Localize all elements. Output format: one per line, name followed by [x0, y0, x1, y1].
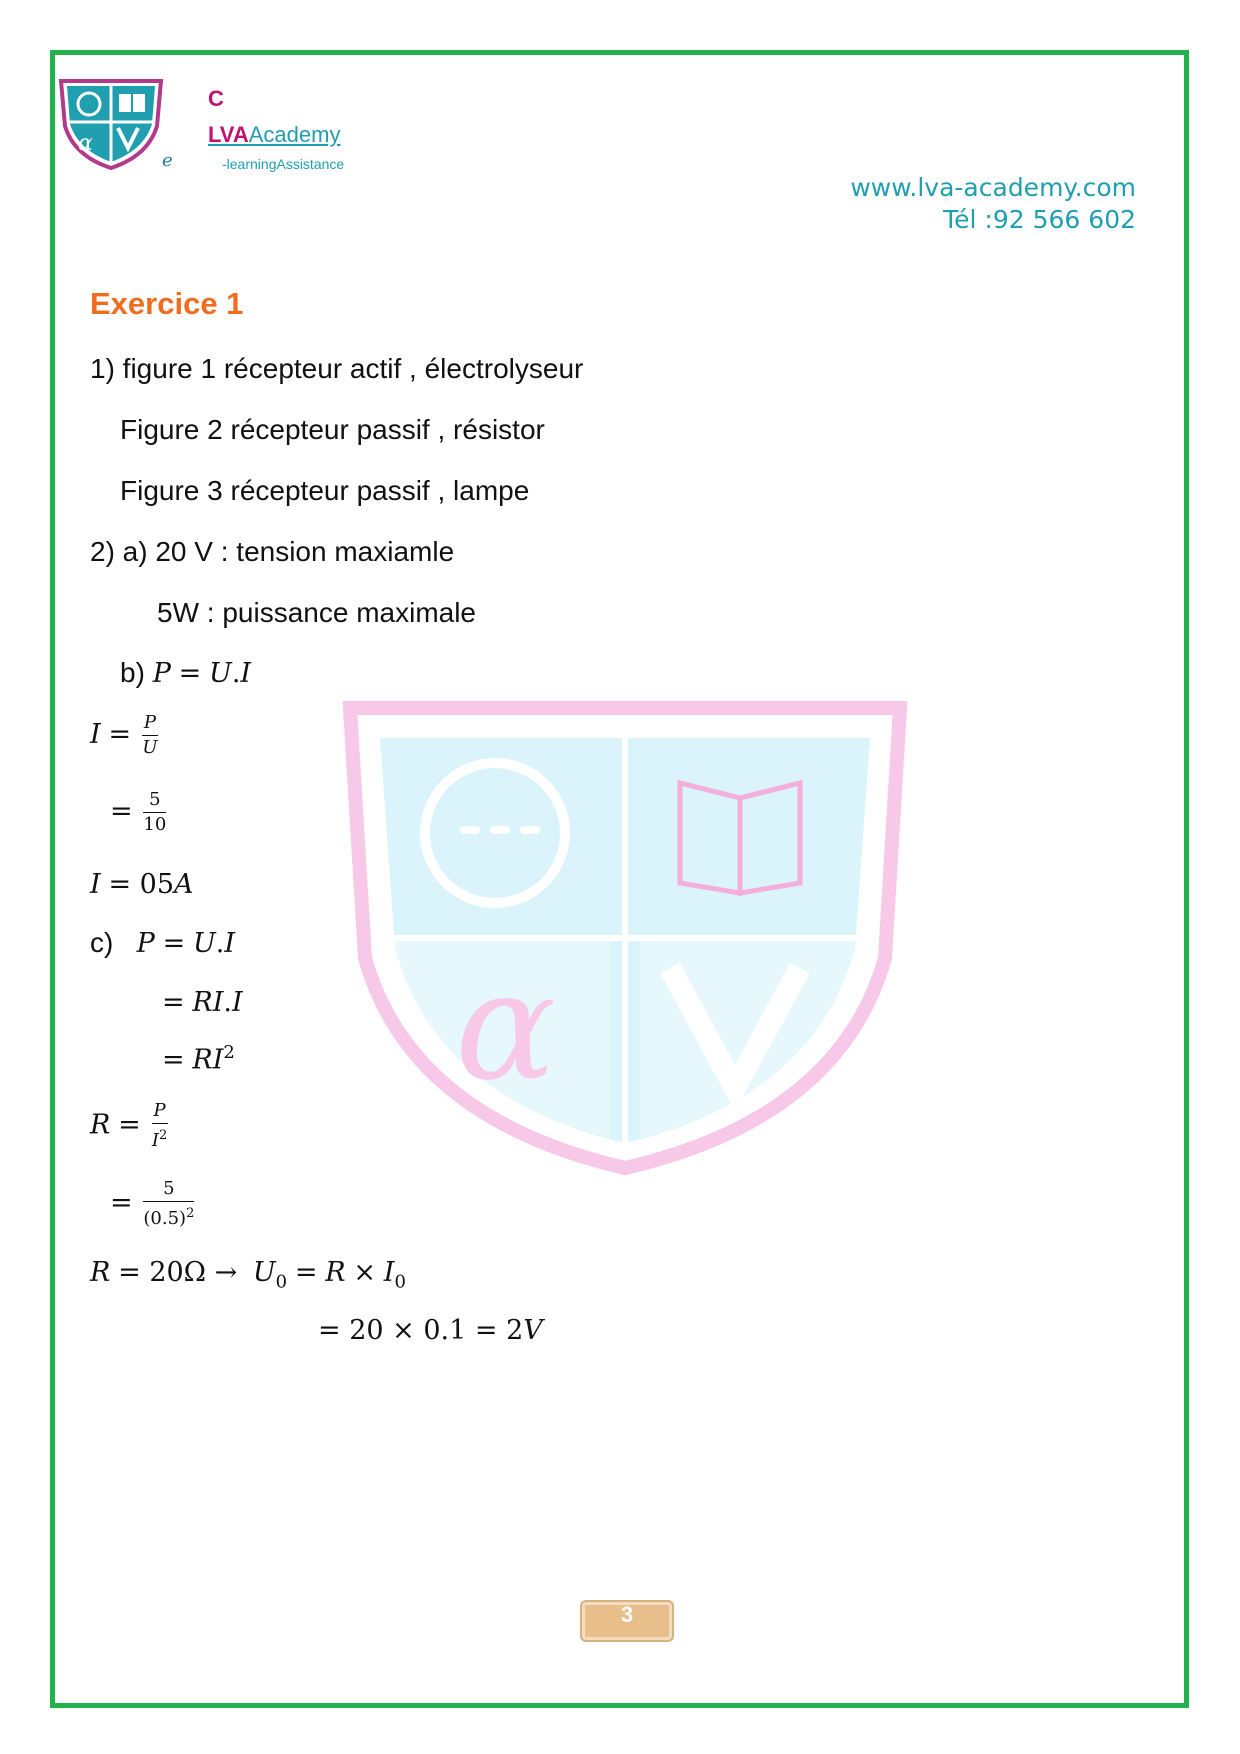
- formula-five-over-half-squared: = $\frac{5}{(0.5)^2}$: [110, 1178, 195, 1229]
- label-c: c): [90, 927, 114, 958]
- formula-five-over-ten: = $\frac{5}{10}$: [110, 789, 167, 835]
- formula-r-equals: R = $\frac{P}{I^2}$: [90, 1100, 168, 1151]
- answer-line-1: 1) figure 1 récepteur actif , électrolyseur: [90, 353, 584, 384]
- formula-i-equals-p-over-u: I = $\frac{P}{U}$: [90, 712, 158, 758]
- formula-ri-squared: = $RI^2$: [162, 1042, 235, 1076]
- brand-lva: LVA: [208, 122, 249, 147]
- answer-line-4: 2) a) 20 V : tension maxiamle: [90, 536, 455, 567]
- svg-text:α: α: [455, 940, 557, 1114]
- lva-logo-icon: [58, 78, 164, 170]
- formula-r-result: $R = 20\Omega \to U_0 = R \times I_0$: [90, 1257, 406, 1293]
- answer-line-2: Figure 2 récepteur passif , résistor: [120, 414, 545, 445]
- contact-block: [850, 172, 1136, 236]
- page-number: 3: [580, 1600, 674, 1642]
- brand-tagline: -learningAssistance: [222, 156, 345, 172]
- brand-e: e: [162, 150, 173, 171]
- brand-letter: C: [208, 86, 224, 111]
- formula-b: b) P = U.I: [120, 657, 252, 689]
- answer-line-3: Figure 3 récepteur passif , lampe: [120, 475, 530, 506]
- label-b: b): [120, 657, 145, 688]
- exercise-title: Exercice 1: [90, 286, 244, 321]
- formula-ri-i: = RI.I: [162, 987, 243, 1018]
- brand-academy: Academy: [248, 122, 341, 147]
- website-text: www.lva-academy.com: [850, 173, 1136, 202]
- formula-i-result: I = 05A: [90, 869, 194, 900]
- svg-text:α: α: [78, 131, 93, 156]
- formula-u0-result: = 20 × 0.1 = 2V: [318, 1315, 543, 1346]
- answer-line-5: 5W : puissance maximale: [157, 597, 477, 628]
- phone-text: Tél :92 566 602: [943, 205, 1136, 234]
- brand-name: [208, 122, 340, 148]
- shield-watermark-icon: [340, 698, 910, 1178]
- formula-c: c) P = U.I: [90, 927, 236, 959]
